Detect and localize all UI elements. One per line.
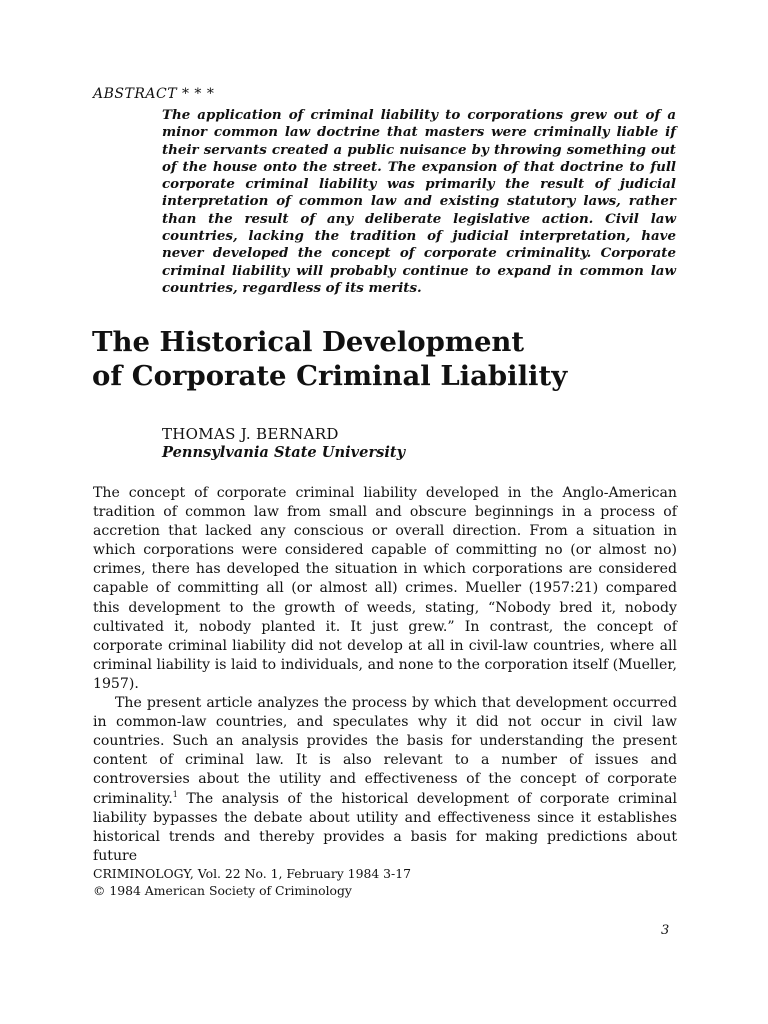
body-paragraph-2-part-1: The present article analyzes the process by which that development occurred in common-law countries, and speculates why it did not occur in civil law countries. Such an analysis provides the basis for understanding the present content of criminal law. It is also relevant to a number of issues and controversies about the utility and effectiveness of the concept of corporate criminality. [93,695,677,807]
body-paragraph-1: The concept of corporate criminal liability developed in the Anglo-American tradition of common law from small and obscure beginnings in a process of accretion that lacked any conscious or overall direction. From a situation in which corporations were considered capable of committing no (or almost no) crimes, there has developed the situation in which corporations are considered capable of committing all (or almost all) crimes. Mueller (1957:21) compared this development to the growth of weeds, stating, “Nobody bred it, nobody cultivated it, nobody planted it. It just grew.” In contrast, the concept of corporate criminal liability did not develop at all in civil-law countries, where all criminal liability is laid to individuals, and none to the corporation itself (Mueller, 1957). [93,485,677,692]
author-affiliation: Pennsylvania State University [162,444,406,461]
article-title [92,325,712,393]
body-paragraph-2 [93,694,677,866]
abstract-label: ABSTRACT * * * [93,86,215,102]
page-number: 3 [661,923,670,938]
abstract-text: The application of criminal liability to corporations grew out of a minor common law doctrine that masters were criminally liable if their servants created a public nuisance by throwing something out of the house onto the street. The expansion of that doctrine to full corporate criminal liability was primarily the result of judicial interpretation of common law and existing statutory laws, rather than the result of any deliberate legislative action. Civil law countries, lacking the tradition of judicial interpretation, have never developed the concept of corporate criminality. Corporate criminal liability will probably continue to expand in common law countries, regardless of its merits. [162,107,676,296]
journal-citation: CRIMINOLOGY, Vol. 22 No. 1, February 1984 3-17 [93,866,411,881]
title-line-2: of Corporate Criminal Liability [92,360,568,392]
author-name: THOMAS J. BERNARD [162,425,339,443]
body-paragraph-2-part-2: The analysis of the historical development of corporate criminal liability bypasses the debate about utility and effectiveness since it establishes historical trends and thereby provides a basis for making predictions about future [93,790,677,864]
title-line-1: The Historical Development [92,326,525,358]
footnote-reference: 1 [172,789,178,799]
article-body [93,484,677,866]
copyright-notice: © 1984 American Society of Criminology [93,883,352,898]
